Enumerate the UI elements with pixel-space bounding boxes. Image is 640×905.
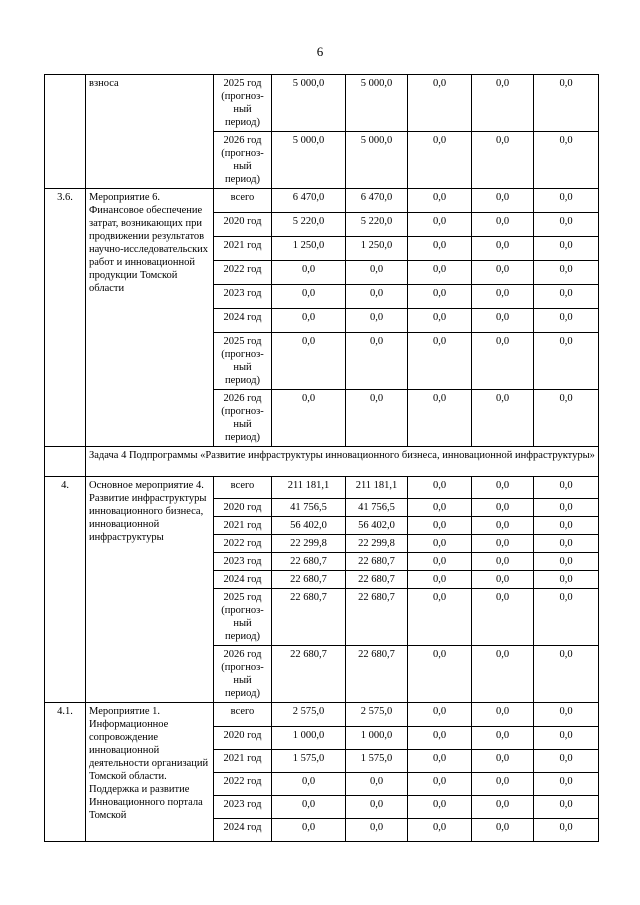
value-cell: 5 000,0 (272, 132, 346, 189)
value-cell: 0,0 (272, 819, 346, 842)
value-cell: 0,0 (472, 589, 534, 646)
value-cell: 0,0 (346, 333, 408, 390)
year-cell: 2021 год (214, 517, 272, 535)
value-cell: 211 181,1 (272, 477, 346, 499)
value-cell: 0,0 (534, 703, 599, 727)
task-heading: Задача 4 Подпрограммы «Развитие инфраструктуры инновационного бизнеса, инновационной инфраструктуры» (86, 447, 599, 477)
item-number: 3.6. (45, 189, 86, 447)
value-cell: 5 000,0 (346, 132, 408, 189)
year-cell: 2022 год (214, 773, 272, 796)
value-cell: 0,0 (472, 517, 534, 535)
value-cell: 0,0 (534, 261, 599, 285)
value-cell: 1 575,0 (272, 750, 346, 773)
value-cell: 0,0 (472, 571, 534, 589)
value-cell: 0,0 (534, 571, 599, 589)
value-cell: 0,0 (472, 189, 534, 213)
year-cell: 2023 год (214, 285, 272, 309)
year-cell: 2023 год (214, 553, 272, 571)
year-cell: 2025 год (прогноз-ный период) (214, 75, 272, 132)
year-cell: всего (214, 189, 272, 213)
value-cell: 0,0 (534, 796, 599, 819)
item-number (45, 75, 86, 189)
value-cell: 0,0 (272, 796, 346, 819)
value-cell: 0,0 (408, 132, 472, 189)
year-cell: 2026 год (прогноз-ный период) (214, 132, 272, 189)
value-cell: 0,0 (272, 261, 346, 285)
value-cell: 0,0 (534, 132, 599, 189)
value-cell: 0,0 (408, 477, 472, 499)
value-cell: 0,0 (534, 589, 599, 646)
value-cell: 0,0 (346, 773, 408, 796)
item-number: 4.1. (45, 703, 86, 842)
value-cell: 0,0 (534, 75, 599, 132)
value-cell: 0,0 (472, 285, 534, 309)
value-cell: 0,0 (408, 773, 472, 796)
value-cell: 0,0 (472, 261, 534, 285)
value-cell: 0,0 (408, 390, 472, 447)
value-cell: 0,0 (472, 132, 534, 189)
year-cell: всего (214, 703, 272, 727)
value-cell: 0,0 (408, 333, 472, 390)
value-cell: 211 181,1 (346, 477, 408, 499)
value-cell: 5 220,0 (346, 213, 408, 237)
value-cell: 22 680,7 (272, 571, 346, 589)
value-cell: 56 402,0 (272, 517, 346, 535)
task-number-cell (45, 447, 86, 477)
value-cell: 0,0 (346, 261, 408, 285)
value-cell: 1 250,0 (272, 237, 346, 261)
value-cell: 0,0 (472, 75, 534, 132)
value-cell: 0,0 (408, 75, 472, 132)
value-cell: 0,0 (534, 535, 599, 553)
value-cell: 0,0 (472, 750, 534, 773)
year-cell: 2025 год (прогноз-ный период) (214, 589, 272, 646)
value-cell: 0,0 (472, 390, 534, 447)
value-cell: 22 680,7 (272, 589, 346, 646)
value-cell: 0,0 (408, 189, 472, 213)
value-cell: 0,0 (534, 517, 599, 535)
value-cell: 0,0 (272, 773, 346, 796)
value-cell: 2 575,0 (346, 703, 408, 727)
value-cell: 0,0 (534, 333, 599, 390)
value-cell: 0,0 (534, 285, 599, 309)
value-cell: 22 680,7 (272, 553, 346, 571)
value-cell: 0,0 (534, 750, 599, 773)
value-cell: 0,0 (408, 309, 472, 333)
value-cell: 0,0 (408, 553, 472, 571)
value-cell: 0,0 (472, 703, 534, 727)
value-cell: 0,0 (408, 703, 472, 727)
table-row (45, 75, 599, 132)
year-cell: 2026 год (прогноз-ный период) (214, 390, 272, 447)
year-cell: всего (214, 477, 272, 499)
value-cell: 0,0 (408, 261, 472, 285)
value-cell: 0,0 (408, 819, 472, 842)
item-name: Мероприятие 6. Финансовое обеспечение затрат, возникающих при продвижении результатов научно-исследовательских работ и инновационной продукции Томской области (86, 189, 214, 447)
item-number: 4. (45, 477, 86, 703)
value-cell: 22 680,7 (346, 646, 408, 703)
table-row (45, 477, 599, 499)
value-cell: 0,0 (534, 553, 599, 571)
value-cell: 0,0 (534, 390, 599, 447)
value-cell: 0,0 (472, 333, 534, 390)
value-cell: 0,0 (346, 285, 408, 309)
value-cell: 0,0 (408, 213, 472, 237)
year-cell: 2025 год (прогноз-ный период) (214, 333, 272, 390)
value-cell: 0,0 (472, 535, 534, 553)
year-cell: 2020 год (214, 499, 272, 517)
value-cell: 1 000,0 (346, 727, 408, 750)
value-cell: 56 402,0 (346, 517, 408, 535)
value-cell: 0,0 (408, 571, 472, 589)
year-cell: 2022 год (214, 261, 272, 285)
year-cell: 2020 год (214, 727, 272, 750)
value-cell: 0,0 (472, 499, 534, 517)
value-cell: 0,0 (534, 773, 599, 796)
value-cell: 1 575,0 (346, 750, 408, 773)
item-name: Основное мероприятие 4. Развитие инфраструктуры инновационного бизнеса, инновационной инфраструктуры (86, 477, 214, 703)
value-cell: 0,0 (408, 517, 472, 535)
value-cell: 6 470,0 (272, 189, 346, 213)
value-cell: 0,0 (346, 819, 408, 842)
value-cell: 0,0 (472, 237, 534, 261)
value-cell: 5 220,0 (272, 213, 346, 237)
page-number: 6 (316, 44, 324, 59)
value-cell: 0,0 (272, 285, 346, 309)
value-cell: 0,0 (534, 189, 599, 213)
value-cell: 0,0 (408, 237, 472, 261)
value-cell: 22 680,7 (272, 646, 346, 703)
value-cell: 0,0 (408, 646, 472, 703)
value-cell: 0,0 (534, 237, 599, 261)
value-cell: 0,0 (272, 390, 346, 447)
value-cell: 22 299,8 (272, 535, 346, 553)
value-cell: 1 000,0 (272, 727, 346, 750)
value-cell: 1 250,0 (346, 237, 408, 261)
value-cell: 0,0 (534, 309, 599, 333)
value-cell: 0,0 (408, 535, 472, 553)
value-cell: 2 575,0 (272, 703, 346, 727)
value-cell: 0,0 (346, 390, 408, 447)
year-cell: 2026 год (прогноз-ный период) (214, 646, 272, 703)
year-cell: 2021 год (214, 750, 272, 773)
value-cell: 0,0 (472, 819, 534, 842)
value-cell: 22 680,7 (346, 571, 408, 589)
value-cell: 0,0 (472, 213, 534, 237)
value-cell: 0,0 (472, 477, 534, 499)
value-cell: 0,0 (272, 309, 346, 333)
year-cell: 2024 год (214, 819, 272, 842)
value-cell: 22 299,8 (346, 535, 408, 553)
value-cell: 6 470,0 (346, 189, 408, 213)
value-cell: 22 680,7 (346, 589, 408, 646)
value-cell: 0,0 (408, 589, 472, 646)
value-cell: 0,0 (472, 553, 534, 571)
year-cell: 2024 год (214, 571, 272, 589)
value-cell: 0,0 (408, 499, 472, 517)
year-cell: 2024 год (214, 309, 272, 333)
value-cell: 0,0 (472, 646, 534, 703)
value-cell: 0,0 (272, 333, 346, 390)
value-cell: 0,0 (408, 750, 472, 773)
value-cell: 0,0 (534, 499, 599, 517)
value-cell: 0,0 (534, 477, 599, 499)
year-cell: 2020 год (214, 213, 272, 237)
value-cell: 0,0 (408, 727, 472, 750)
value-cell: 0,0 (472, 727, 534, 750)
table-row (45, 189, 599, 213)
value-cell: 41 756,5 (346, 499, 408, 517)
budget-table (44, 74, 599, 842)
value-cell: 5 000,0 (346, 75, 408, 132)
item-name: Мероприятие 1. Информационное сопровождение инновационной деятельности организаций Томской области. Поддержка и развитие Инновационного портала Томской (86, 703, 214, 842)
value-cell: 0,0 (534, 213, 599, 237)
value-cell: 0,0 (346, 796, 408, 819)
year-cell: 2022 год (214, 535, 272, 553)
value-cell: 0,0 (472, 773, 534, 796)
value-cell: 0,0 (472, 796, 534, 819)
value-cell: 0,0 (534, 727, 599, 750)
year-cell: 2023 год (214, 796, 272, 819)
value-cell: 0,0 (534, 819, 599, 842)
value-cell: 41 756,5 (272, 499, 346, 517)
task-row (45, 447, 599, 477)
value-cell: 0,0 (408, 285, 472, 309)
value-cell: 0,0 (472, 309, 534, 333)
year-cell: 2021 год (214, 237, 272, 261)
value-cell: 0,0 (346, 309, 408, 333)
value-cell: 0,0 (408, 796, 472, 819)
value-cell: 5 000,0 (272, 75, 346, 132)
value-cell: 0,0 (534, 646, 599, 703)
table-row (45, 703, 599, 727)
item-name: взноса (86, 75, 214, 189)
value-cell: 22 680,7 (346, 553, 408, 571)
